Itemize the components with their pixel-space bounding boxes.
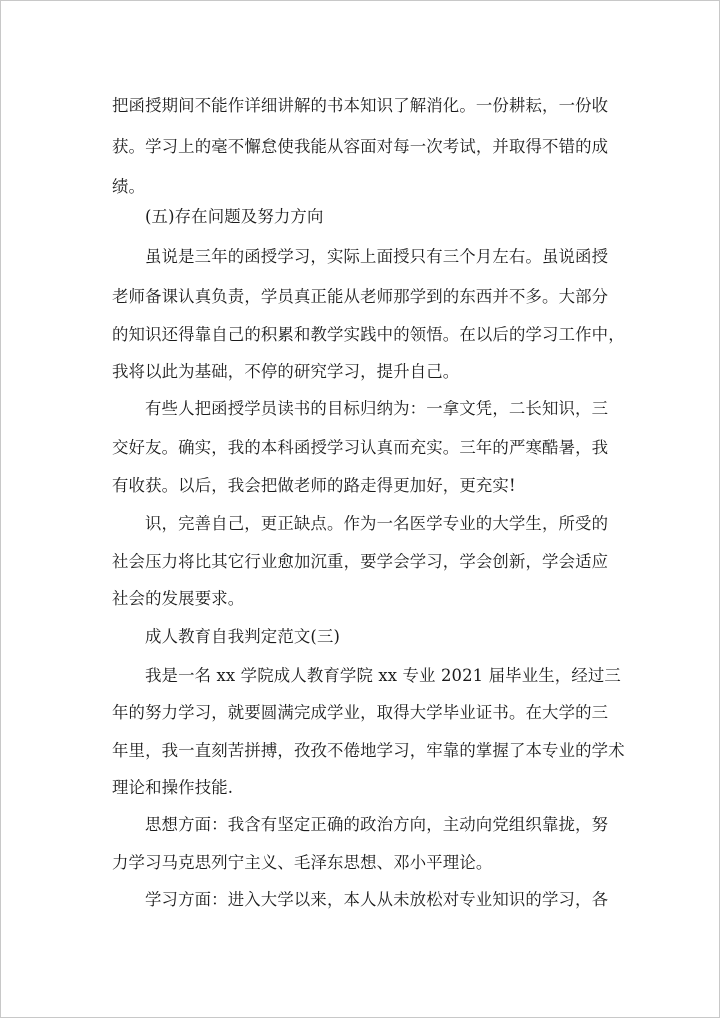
text-line: 把函授期间不能作详细讲解的书本知识了解消化。一份耕耘，一份收 (112, 96, 609, 115)
text-line: 我将以此为基础，不停的研究学习，提升自己。 (112, 362, 460, 381)
text-line: 有收获。以后，我会把做老师的路走得更加好，更充实! (112, 476, 516, 495)
text-line: 虽说是三年的函授学习，实际上面授只有三个月左右。虽说函授 (145, 247, 609, 266)
section-heading: (五)存在问题及努力方向 (145, 207, 324, 226)
section-heading: 成人教育自我判定范文(三) (145, 627, 341, 646)
text-line: 我是一名 xx 学院成人教育学院 xx 专业 2021 届毕业生，经过三 (145, 666, 621, 685)
text-line: 交好友。确实，我的本科函授学习认真而充实。三年的严寒酷暑，我 (112, 438, 609, 457)
text-line: 获。学习上的毫不懈怠使我能从容面对每一次考试，并取得不错的成 (112, 137, 609, 156)
text-line: 的知识还得靠自己的积累和教学实践中的领悟。在以后的学习工作中， (112, 325, 625, 344)
text-line: 社会压力将比其它行业愈加沉重，要学会学习，学会创新，学会适应 (112, 552, 609, 571)
text-line: 年里，我一直刻苦拼搏，孜孜不倦地学习，牢靠的掌握了本专业的学术 (112, 741, 625, 760)
text-line: 识，完善自己，更正缺点。作为一名医学专业的大学生，所受的 (145, 514, 609, 533)
text-line: 学习方面：进入大学以来，本人从未放松对专业知识的学习，各 (145, 890, 609, 909)
text-line: 思想方面：我含有坚定正确的政治方向，主动向党组织靠拢，努 (145, 815, 609, 834)
text-line: 年的努力学习，就要圆满完成学业，取得大学毕业证书。在大学的三 (112, 703, 609, 722)
text-line: 有些人把函授学员读书的目标归纳为：一拿文凭，二长知识，三 (145, 399, 609, 418)
text-line: 理论和操作技能. (112, 778, 234, 797)
text-line: 绩。 (112, 177, 146, 196)
text-line: 老师备课认真负责，学员真正能从老师那学到的东西并不多。大部分 (112, 287, 609, 306)
text-line: 力学习马克思列宁主义、毛泽东思想、邓小平理论。 (112, 853, 493, 872)
text-line: 社会的发展要求。 (112, 589, 245, 608)
